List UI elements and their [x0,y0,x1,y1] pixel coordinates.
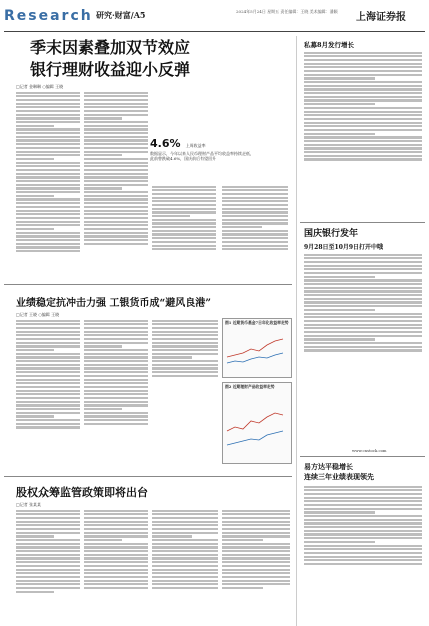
crowdfunding-byline: □记者 张某某 [16,502,42,507]
chart-box-2 [222,382,292,464]
sidebar-divider-1 [300,222,425,223]
sidebar-brief-body [304,50,422,216]
lead-column-4 [222,184,288,280]
fund-byline: □记者 王晓 ○编辑 王晓 [16,312,60,317]
lead-column-1 [16,90,80,280]
sidebar-url: www.cnstock.com [352,448,387,453]
callout-value: 4.6% [150,137,181,150]
lead-column-3 [152,184,216,280]
sidebar-fund-body [304,484,422,622]
crowdfunding-column-2 [84,508,148,622]
chart-title-1: 图1 近期货币基金7日年化收益率走势 [225,320,289,325]
section-divider [4,284,292,285]
masthead [0,0,429,32]
sidebar-brief-title: 私募8月发行增长 [304,41,355,49]
chart-1-line [227,339,283,357]
chart-1-plot [225,327,289,373]
chart-2-plot [225,391,289,459]
lead-byline: □记者 金琳琳 ○编辑 王晓 [16,84,64,89]
crowdfunding-column-4 [222,508,290,622]
lead-headline-line2: 银行理财收益迎小反弹 [30,60,191,79]
section-label: 研究·财富/A5 [96,10,146,20]
paper-logo: 上海证券报 [356,12,406,23]
crowdfunding-column-3 [152,508,218,622]
sidebar-fund-title-2: 连续三年业绩表现领先 [304,472,374,481]
sidebar-notice-title-1: 国庆银行发年 [304,229,359,239]
crowdfunding-column-1 [16,508,80,622]
dateline: 2024年5月24日 星期五 责任编辑：王晓 美术编辑：潘颖 [236,9,338,14]
masthead-rule [4,31,425,32]
fund-column-2 [84,318,148,468]
callout-note: 数据显示，今年以来人民币理财产品平均收益率持续走低，此前曾跌破4.6%，国庆前后有望回升 [150,151,254,161]
crowdfunding-headline: 股权众筹监管政策即将出台 [16,486,148,499]
yield-callout [150,132,256,180]
fund-column-3 [152,318,218,468]
sidebar-notice-body [304,252,422,402]
sidebar-notice-title-2: 9月28日至10月9日打开中哦 [304,244,384,251]
chart-2-line-2 [227,431,283,445]
sidebar-fund-title-1: 易方达平稳增长 [304,462,353,471]
lead-column-2 [84,90,148,280]
callout-label: 上周收益率 [185,143,206,148]
sidebar-divider-2 [300,456,425,457]
fund-headline: 业绩稳定抗冲击力强 工银货币成“避风良港” [16,298,211,309]
chart-box-1 [222,318,292,378]
section-divider-2 [4,476,292,477]
fund-column-1 [16,318,80,468]
section-brand: Research [4,8,93,24]
chart-title-2: 图2 近期理财产品收益率走势 [225,384,275,389]
lead-headline-line1: 季末因素叠加双节效应 [30,38,191,57]
chart-2-line [227,413,283,431]
